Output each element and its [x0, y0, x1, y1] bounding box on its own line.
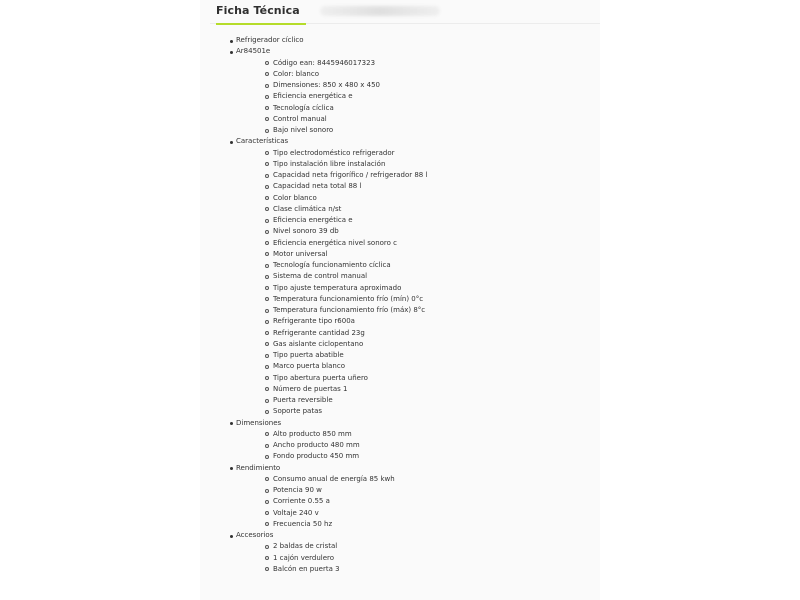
- spec-item: Bajo nivel sonoro: [236, 125, 590, 136]
- spec-group-label: Características: [236, 137, 289, 146]
- spec-item: Motor universal: [236, 249, 590, 260]
- spec-item: Temperatura funcionamiento frío (mín) 0°c: [236, 294, 590, 305]
- spec-group-label: Refrigerador cíclico: [236, 36, 304, 44]
- spec-item: Tecnología cíclica: [236, 103, 590, 114]
- spec-sublist: [236, 541, 590, 575]
- blurred-tab-label[interactable]: [320, 6, 440, 16]
- spec-item: Balcón en puerta 3: [236, 564, 590, 575]
- spec-item: Capacidad neta frigorífico / refrigerador 88 l: [236, 170, 590, 181]
- spec-item: Código ean: 8445946017323: [236, 58, 590, 69]
- spec-item: Sistema de control manual: [236, 271, 590, 282]
- spec-item: Tipo instalación libre instalación: [236, 159, 590, 170]
- spec-item: Frecuencia 50 hz: [236, 519, 590, 530]
- spec-item: Puerta reversible: [236, 395, 590, 406]
- spec-list: [220, 35, 590, 575]
- spec-item: Soporte patas: [236, 406, 590, 417]
- spec-group: [220, 418, 590, 463]
- spec-item: Nivel sonoro 39 db: [236, 226, 590, 237]
- tabs-header: [210, 0, 600, 24]
- spec-item: Clase climática n/st: [236, 204, 590, 215]
- spec-item: Eficiencia energética e: [236, 215, 590, 226]
- spec-item: Tecnología funcionamiento cíclica: [236, 260, 590, 271]
- spec-item: Tipo electrodoméstico refrigerador: [236, 148, 590, 159]
- spec-item: 2 baldas de cristal: [236, 541, 590, 552]
- spec-group: [220, 35, 590, 46]
- spec-item: Color blanco: [236, 193, 590, 204]
- spec-group: [220, 463, 590, 531]
- spec-sublist: [236, 429, 590, 463]
- spec-item: Corriente 0.55 a: [236, 496, 590, 507]
- spec-item: Control manual: [236, 114, 590, 125]
- spec-group-label: Ar84501e: [236, 47, 271, 56]
- spec-item: Voltaje 240 v: [236, 508, 590, 519]
- spec-group-label: Accesorios: [236, 531, 274, 539]
- spec-item: Refrigerante cantidad 23g: [236, 328, 590, 339]
- product-tabs-panel: [200, 0, 600, 600]
- spec-group-label: Dimensiones: [236, 418, 282, 427]
- spec-item: Gas aislante ciclopentano: [236, 339, 590, 350]
- spec-item: Tipo puerta abatible: [236, 350, 590, 361]
- spec-sublist: [236, 58, 590, 137]
- spec-sublist: [236, 474, 590, 530]
- spec-group-label: Rendimiento: [236, 463, 281, 472]
- spec-item: Número de puertas 1: [236, 384, 590, 395]
- tab-ficha-tecnica[interactable]: Ficha Técnica: [216, 4, 306, 25]
- spec-item: Tipo ajuste temperatura aproximado: [236, 283, 590, 294]
- spec-group: [220, 46, 590, 136]
- spec-item: Consumo anual de energía 85 kwh: [236, 474, 590, 485]
- spec-item: Dimensiones: 850 x 480 x 450: [236, 80, 590, 91]
- spec-item: Tipo abertura puerta uñero: [236, 373, 590, 384]
- spec-sublist: [236, 148, 590, 418]
- spec-item: Potencia 90 w: [236, 485, 590, 496]
- spec-item: Eficiencia energética nivel sonoro c: [236, 238, 590, 249]
- spec-item: Refrigerante tipo r600a: [236, 316, 590, 327]
- spec-item: Eficiencia energética e: [236, 91, 590, 102]
- spec-sheet: [220, 35, 590, 575]
- spec-group: [220, 530, 590, 575]
- spec-item: Fondo producto 450 mm: [236, 451, 590, 462]
- spec-item: Ancho producto 480 mm: [236, 440, 590, 451]
- spec-item: 1 cajón verdulero: [236, 553, 590, 564]
- spec-item: Capacidad neta total 88 l: [236, 181, 590, 192]
- spec-item: Alto producto 850 mm: [236, 429, 590, 440]
- spec-group: [220, 136, 590, 417]
- spec-item: Marco puerta blanco: [236, 361, 590, 372]
- spec-item: Temperatura funcionamiento frío (máx) 8°c: [236, 305, 590, 316]
- spec-item: Color: blanco: [236, 69, 590, 80]
